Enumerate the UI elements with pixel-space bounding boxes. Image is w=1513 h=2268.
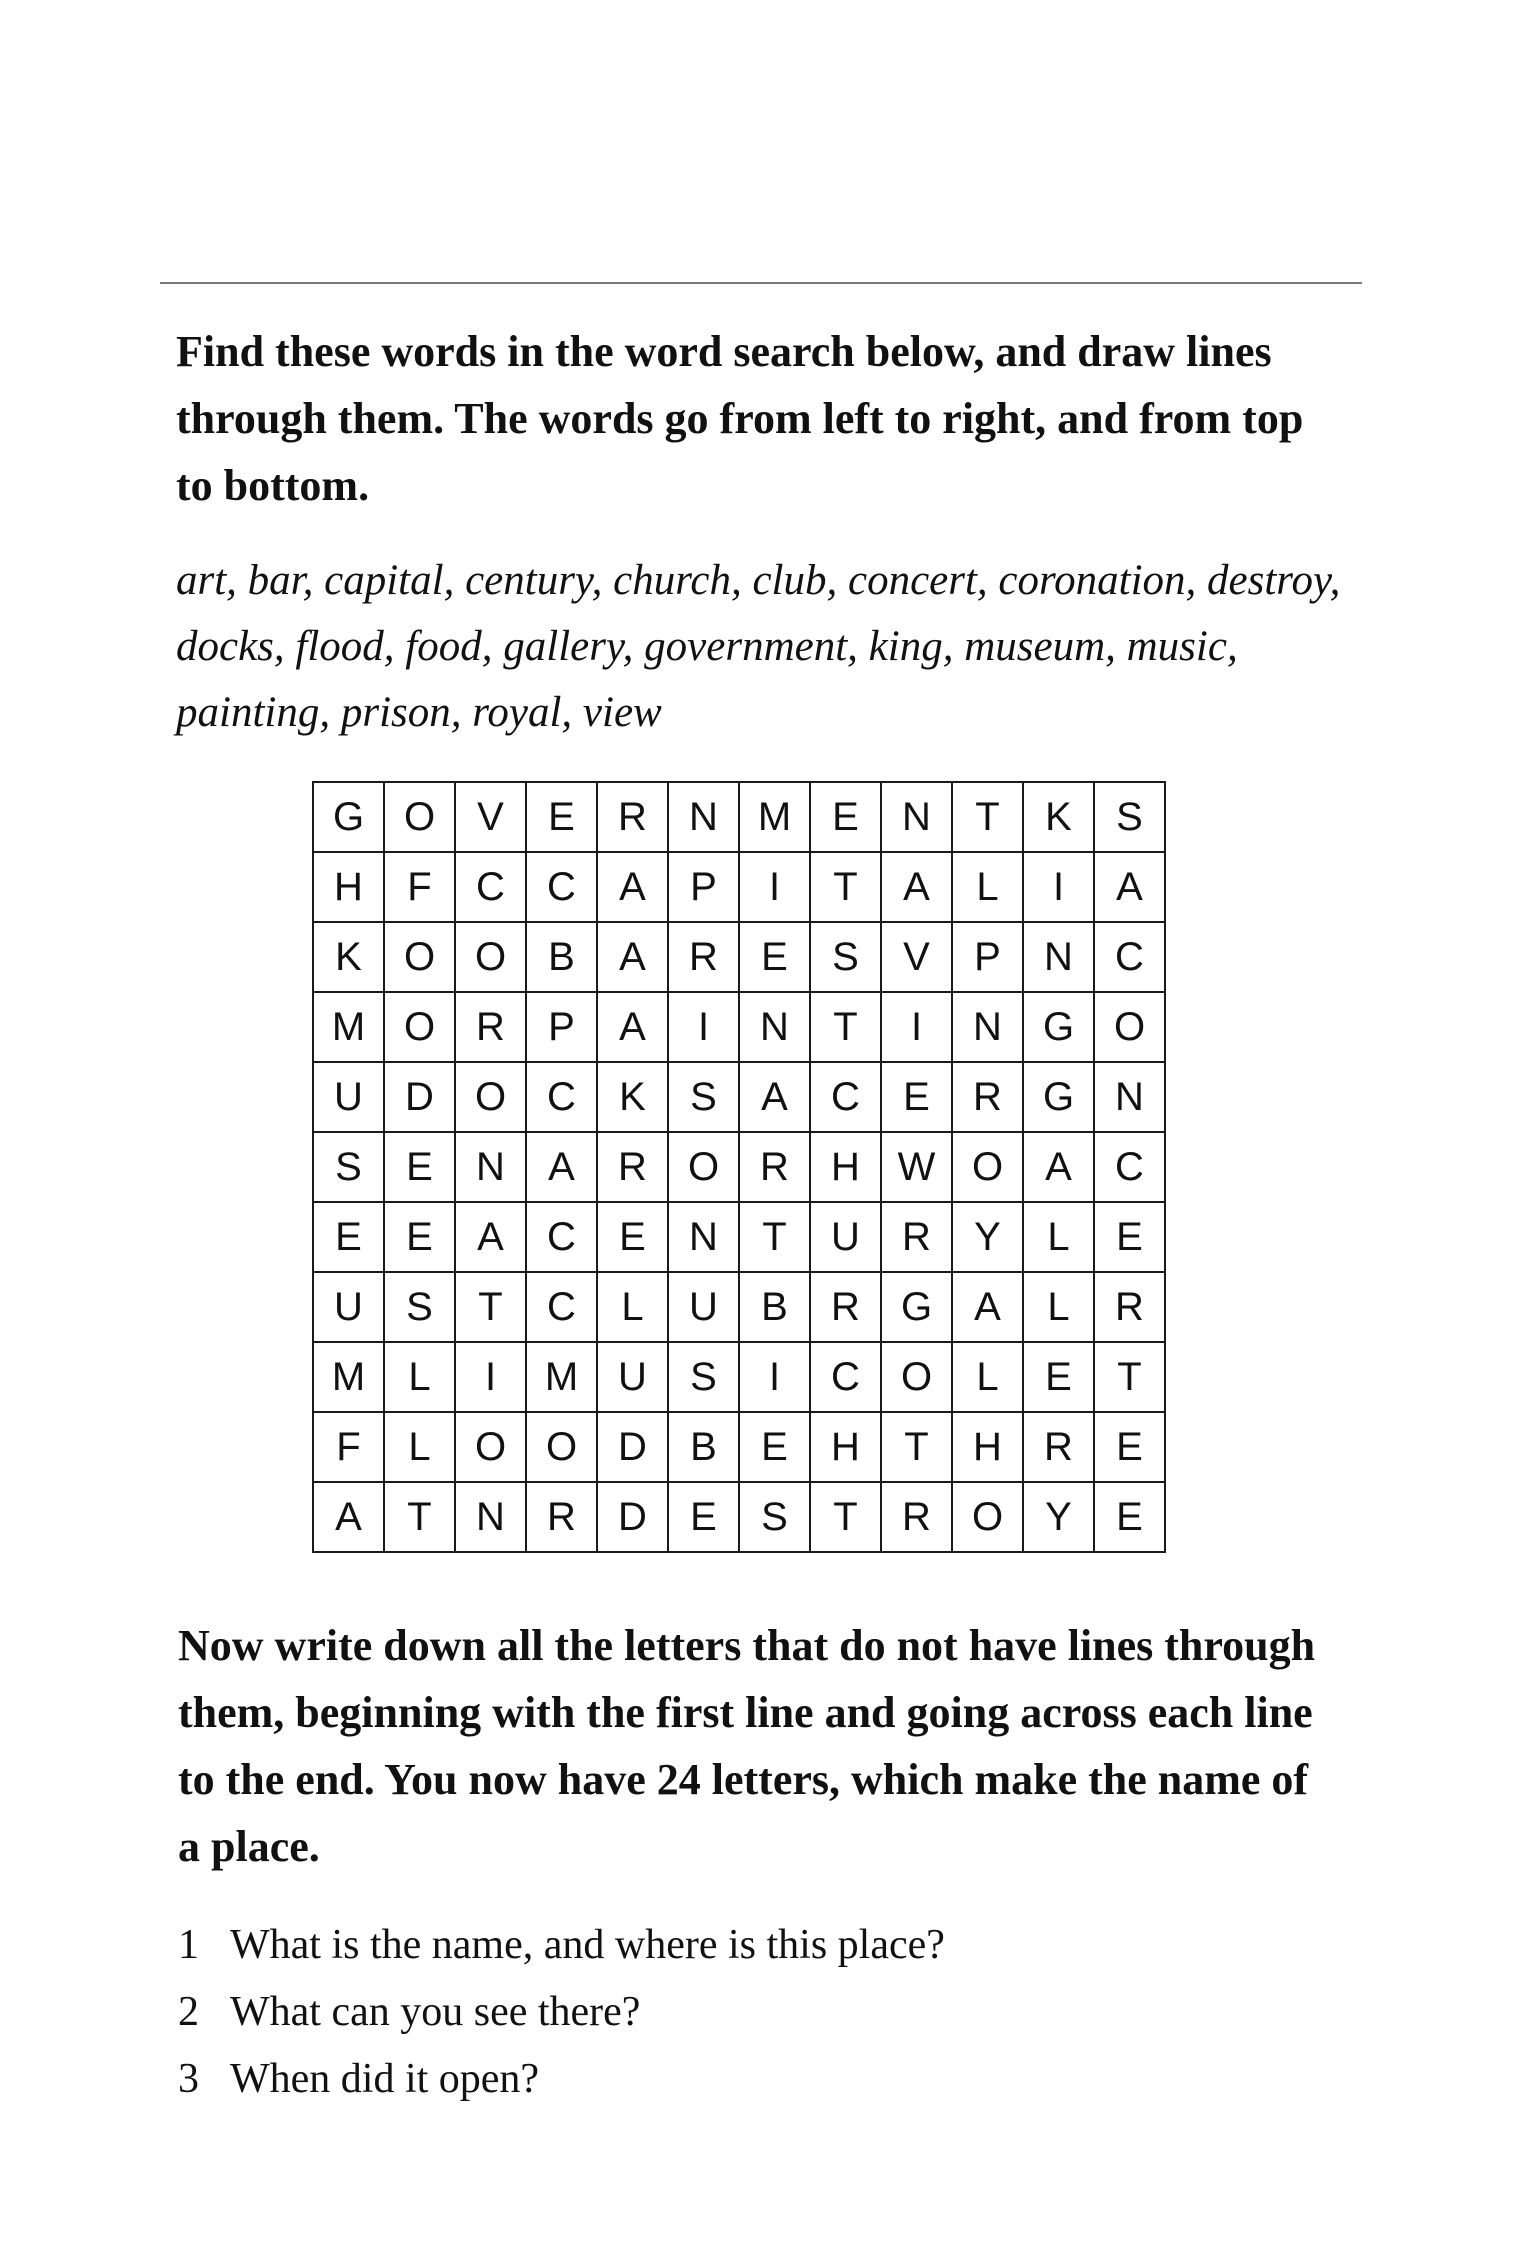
grid-cell[interactable]: L xyxy=(384,1342,455,1412)
question-text: What is the name, and where is this place? xyxy=(230,1922,945,1968)
grid-cell[interactable]: O xyxy=(455,1062,526,1132)
grid-cell[interactable]: C xyxy=(1094,922,1165,992)
grid-cell[interactable]: T xyxy=(952,782,1023,852)
grid-cell[interactable]: D xyxy=(597,1482,668,1552)
grid-cell[interactable]: E xyxy=(597,1202,668,1272)
grid-cell[interactable]: C xyxy=(810,1342,881,1412)
grid-cell[interactable]: L xyxy=(952,1342,1023,1412)
grid-cell[interactable]: M xyxy=(313,992,384,1062)
grid-cell[interactable]: A xyxy=(455,1202,526,1272)
grid-cell[interactable]: N xyxy=(952,992,1023,1062)
grid-cell[interactable]: O xyxy=(526,1412,597,1482)
grid-cell[interactable]: H xyxy=(810,1412,881,1482)
grid-cell[interactable]: O xyxy=(952,1482,1023,1552)
grid-cell[interactable]: D xyxy=(597,1412,668,1482)
grid-cell[interactable]: R xyxy=(668,922,739,992)
followup-instructions: Now write down all the letters that do not have lines through them, beginning with the first line and going across each line to the end. You now have 24 letters, which make the name of a place. xyxy=(178,1621,1316,1871)
grid-cell[interactable]: S xyxy=(668,1342,739,1412)
grid-cell[interactable]: G xyxy=(1023,1062,1094,1132)
question-number: 2 xyxy=(178,1989,199,2035)
grid-cell[interactable]: L xyxy=(597,1272,668,1342)
grid-cell[interactable]: V xyxy=(455,782,526,852)
grid-cell[interactable]: T xyxy=(384,1482,455,1552)
grid-cell[interactable]: O xyxy=(668,1132,739,1202)
grid-cell[interactable]: P xyxy=(526,992,597,1062)
grid-cell[interactable]: E xyxy=(384,1132,455,1202)
grid-cell[interactable]: N xyxy=(1094,1062,1165,1132)
grid-cell[interactable]: H xyxy=(952,1412,1023,1482)
grid-cell[interactable]: R xyxy=(597,782,668,852)
grid-cell[interactable]: K xyxy=(313,922,384,992)
grid-row xyxy=(313,922,1165,992)
grid-cell[interactable]: O xyxy=(455,922,526,992)
grid-cell[interactable]: E xyxy=(526,782,597,852)
grid-cell[interactable]: S xyxy=(810,922,881,992)
grid-row xyxy=(313,1272,1165,1342)
grid-cell[interactable]: B xyxy=(739,1272,810,1342)
grid-cell[interactable]: A xyxy=(881,852,952,922)
grid-cell[interactable]: H xyxy=(810,1132,881,1202)
grid-cell[interactable]: T xyxy=(739,1202,810,1272)
grid-cell[interactable]: O xyxy=(455,1412,526,1482)
grid-cell[interactable]: M xyxy=(526,1342,597,1412)
grid-cell[interactable]: M xyxy=(739,782,810,852)
grid-cell[interactable]: E xyxy=(810,782,881,852)
grid-row xyxy=(313,852,1165,922)
grid-cell[interactable]: Y xyxy=(952,1202,1023,1272)
grid-cell[interactable]: E xyxy=(1094,1482,1165,1552)
grid-cell[interactable]: E xyxy=(1094,1412,1165,1482)
grid-cell[interactable]: R xyxy=(739,1132,810,1202)
grid-cell[interactable]: E xyxy=(384,1202,455,1272)
grid-cell[interactable]: N xyxy=(668,1202,739,1272)
grid-cell[interactable]: Y xyxy=(1023,1482,1094,1552)
grid-cell[interactable]: T xyxy=(810,852,881,922)
grid-row xyxy=(313,1342,1165,1412)
grid-cell[interactable]: G xyxy=(313,782,384,852)
question-number: 1 xyxy=(178,1922,199,1968)
grid-cell[interactable]: E xyxy=(668,1482,739,1552)
grid-cell[interactable]: T xyxy=(810,1482,881,1552)
grid-cell[interactable]: A xyxy=(739,1062,810,1132)
instructions-text: Find these words in the word search below, and draw lines through them. The words go from left to right, and from top to bottom. xyxy=(176,327,1304,510)
grid-cell[interactable]: E xyxy=(739,922,810,992)
grid-cell[interactable]: E xyxy=(1023,1342,1094,1412)
grid-cell[interactable]: R xyxy=(810,1272,881,1342)
grid-cell[interactable]: L xyxy=(384,1412,455,1482)
grid-cell[interactable]: O xyxy=(384,992,455,1062)
grid-cell[interactable]: N xyxy=(739,992,810,1062)
grid-cell[interactable]: N xyxy=(1023,922,1094,992)
grid-cell[interactable]: S xyxy=(1094,782,1165,852)
grid-cell[interactable]: B xyxy=(526,922,597,992)
grid-cell[interactable]: N xyxy=(455,1132,526,1202)
grid-cell[interactable]: O xyxy=(384,782,455,852)
grid-row xyxy=(313,1132,1165,1202)
grid-row xyxy=(313,1202,1165,1272)
grid-cell[interactable]: S xyxy=(384,1272,455,1342)
grid-cell[interactable]: R xyxy=(597,1132,668,1202)
grid-row xyxy=(313,992,1165,1062)
grid-cell[interactable]: N xyxy=(668,782,739,852)
grid-cell[interactable]: K xyxy=(1023,782,1094,852)
grid-cell[interactable]: P xyxy=(952,922,1023,992)
grid-cell[interactable]: E xyxy=(313,1202,384,1272)
grid-cell[interactable]: U xyxy=(313,1272,384,1342)
grid-cell[interactable]: C xyxy=(1094,1132,1165,1202)
grid-cell[interactable]: A xyxy=(597,922,668,992)
grid-row xyxy=(313,782,1165,852)
grid-cell[interactable]: C xyxy=(810,1062,881,1132)
top-rule xyxy=(160,282,1362,284)
question-text: When did it open? xyxy=(230,2056,540,2102)
grid-cell[interactable]: F xyxy=(313,1412,384,1482)
grid-cell[interactable]: H xyxy=(313,852,384,922)
grid-cell[interactable]: R xyxy=(455,992,526,1062)
grid-cell[interactable]: C xyxy=(526,1062,597,1132)
grid-cell[interactable]: W xyxy=(881,1132,952,1202)
grid-cell[interactable]: S xyxy=(739,1482,810,1552)
grid-cell[interactable]: U xyxy=(597,1342,668,1412)
grid-cell[interactable]: A xyxy=(597,992,668,1062)
grid-cell[interactable]: B xyxy=(668,1412,739,1482)
grid-row xyxy=(313,1412,1165,1482)
grid-cell[interactable]: F xyxy=(384,852,455,922)
grid-cell[interactable]: T xyxy=(881,1412,952,1482)
grid-cell[interactable]: E xyxy=(739,1412,810,1482)
grid-cell[interactable]: M xyxy=(313,1342,384,1412)
grid-cell[interactable]: A xyxy=(1023,1132,1094,1202)
grid-cell[interactable]: C xyxy=(526,852,597,922)
grid-cell[interactable]: L xyxy=(952,852,1023,922)
grid-cell[interactable]: N xyxy=(455,1482,526,1552)
grid-cell[interactable]: V xyxy=(881,922,952,992)
grid-cell[interactable]: O xyxy=(1094,992,1165,1062)
word-search-grid xyxy=(312,781,1166,1553)
grid-cell[interactable]: L xyxy=(1023,1272,1094,1342)
grid-cell[interactable]: O xyxy=(952,1132,1023,1202)
grid-cell[interactable]: I xyxy=(1023,852,1094,922)
grid-cell[interactable]: T xyxy=(810,992,881,1062)
grid-cell[interactable]: U xyxy=(810,1202,881,1272)
grid-cell[interactable]: P xyxy=(668,852,739,922)
grid-cell[interactable]: I xyxy=(668,992,739,1062)
grid-cell[interactable]: C xyxy=(455,852,526,922)
grid-cell[interactable]: I xyxy=(739,852,810,922)
grid-cell[interactable]: R xyxy=(1094,1272,1165,1342)
question-list xyxy=(178,1912,945,2113)
grid-cell[interactable]: R xyxy=(881,1202,952,1272)
question-item xyxy=(178,1912,945,1979)
grid-cell[interactable]: A xyxy=(597,852,668,922)
grid-row xyxy=(313,1062,1165,1132)
grid-cell[interactable]: C xyxy=(526,1202,597,1272)
grid-cell[interactable]: S xyxy=(313,1132,384,1202)
grid-cell[interactable]: I xyxy=(455,1342,526,1412)
grid-cell[interactable]: U xyxy=(668,1272,739,1342)
word-list: art, bar, capital, century, church, club, concert, coronation, destroy, docks, flood, food, gallery, government, king, museum, music, painting, prison, royal, view xyxy=(176,557,1341,736)
grid-cell[interactable]: R xyxy=(881,1482,952,1552)
question-item xyxy=(178,1979,945,2046)
grid-cell[interactable]: I xyxy=(739,1342,810,1412)
grid-cell[interactable]: G xyxy=(881,1272,952,1342)
grid-cell[interactable]: A xyxy=(313,1482,384,1552)
grid-cell[interactable]: R xyxy=(526,1482,597,1552)
grid-cell[interactable]: A xyxy=(526,1132,597,1202)
grid-cell[interactable]: E xyxy=(881,1062,952,1132)
question-text: What can you see there? xyxy=(230,1989,641,2035)
grid-cell[interactable]: K xyxy=(597,1062,668,1132)
question-number: 3 xyxy=(178,2056,199,2102)
grid-cell[interactable]: T xyxy=(455,1272,526,1342)
grid-cell[interactable]: C xyxy=(526,1272,597,1342)
grid-cell[interactable]: S xyxy=(668,1062,739,1132)
grid-row xyxy=(313,1482,1165,1552)
grid-cell[interactable]: L xyxy=(1023,1202,1094,1272)
grid-cell[interactable]: N xyxy=(881,782,952,852)
grid-cell[interactable]: R xyxy=(1023,1412,1094,1482)
grid-cell[interactable]: O xyxy=(881,1342,952,1412)
grid-cell[interactable]: E xyxy=(1094,1202,1165,1272)
question-item xyxy=(178,2046,945,2113)
grid-cell[interactable]: O xyxy=(384,922,455,992)
grid-cell[interactable]: I xyxy=(881,992,952,1062)
grid-cell[interactable]: T xyxy=(1094,1342,1165,1412)
grid-cell[interactable]: A xyxy=(952,1272,1023,1342)
grid-cell[interactable]: G xyxy=(1023,992,1094,1062)
grid-cell[interactable]: A xyxy=(1094,852,1165,922)
grid-cell[interactable]: R xyxy=(952,1062,1023,1132)
grid-cell[interactable]: D xyxy=(384,1062,455,1132)
grid-cell[interactable]: U xyxy=(313,1062,384,1132)
